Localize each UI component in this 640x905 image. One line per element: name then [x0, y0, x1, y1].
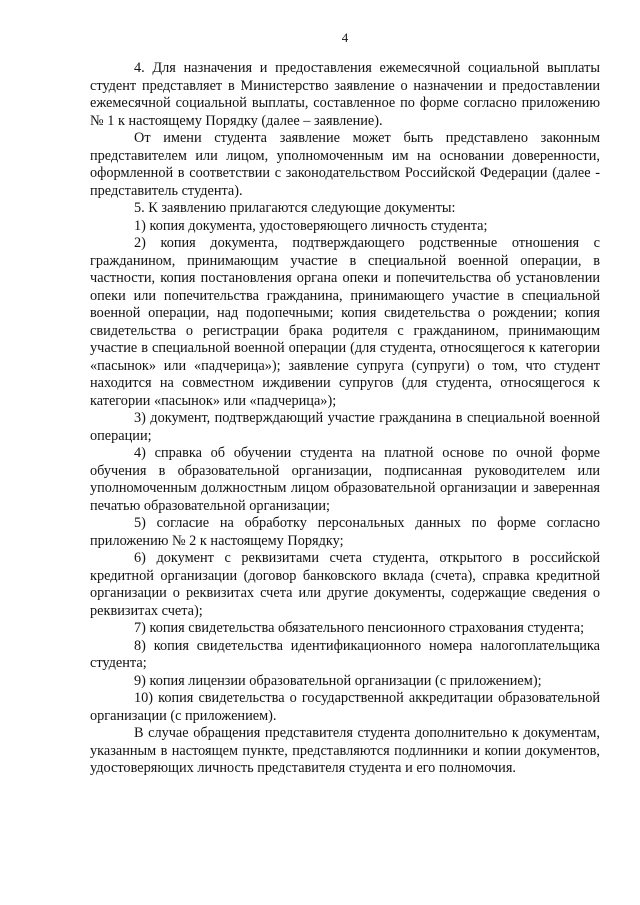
list-item-8: 8) копия свидетельства идентификационного номера налогоплательщика студента;	[90, 637, 600, 671]
list-item-10: 10) копия свидетельства о государственной аккредитации образовательной организации (с приложением).	[90, 690, 600, 724]
list-item-6: 6) документ с реквизитами счета студента, открытого в российской кредитной организации (договор банковского вклада (счета), справка кредитной организации о реквизитах счета или другие документы, содержащие сведения о реквизитах счета);	[90, 550, 600, 619]
list-item-1: 1) копия документа, удостоверяющего личность студента;	[134, 217, 488, 234]
list-item-9: 9) копия лицензии образовательной организации (с приложением);	[134, 672, 542, 689]
list-item-4: 4) справка об обучении студента на платной основе по очной форме обучения в образовательной организации, подписанная руководителем или уполномоченным должностным лицом образовательной организации и заверенная печатью образовательной организации;	[90, 445, 600, 514]
paragraph-representative: От имени студента заявление может быть представлено законным представителем или лицом, уполномоченным им на основании доверенности, оформленной в соответствии с законодательством Российской Федерации (далее - представитель студента).	[90, 130, 600, 199]
list-item-2: 2) копия документа, подтверждающего родственные отношения с гражданином, принимающим участие в специальной военной операции, в частности, копия постановления органа опеки и попечительства об установлении опеки или попечительства гражданина, принимающего участие в специальной военной операции, над подопечными; копия свидетельства о рождении; копия свидетельства о регистрации брака родителя с гражданином, принимающим участие в специальной военной операции (для студента, относящегося к категории «пасынок» или «падчерица»); заявление супруга (супруги) о том, что студент находится на совместном иждивении супругов (для студента, относящегося к категории «пасынок» или «падчерица»);	[90, 235, 600, 409]
paragraph-4-application: 4. Для назначения и предоставления ежемесячной социальной выплаты студент представляет в Министерство заявление о назначении и предоставлении ежемесячной социальной выплаты, составленное по форме согласно приложению № 1 к настоящему Порядку (далее – заявление).	[90, 60, 600, 129]
page-number: 4	[341, 30, 349, 45]
paragraph-originals: В случае обращения представителя студента дополнительно к документам, указанным в настоящем пункте, представляются подлинники и копии документов, удостоверяющих личность представителя студента и его полномочия.	[90, 725, 600, 776]
paragraph-5-documents: 5. К заявлению прилагаются следующие документы:	[134, 200, 456, 216]
list-item-3: 3) документ, подтверждающий участие гражданина в специальной военной операции;	[90, 410, 600, 444]
list-item-5: 5) согласие на обработку персональных данных по форме согласно приложению № 2 к настоящему Порядку;	[90, 515, 600, 549]
list-item-7: 7) копия свидетельства обязательного пенсионного страхования студента;	[134, 620, 585, 636]
document-body	[90, 60, 600, 778]
